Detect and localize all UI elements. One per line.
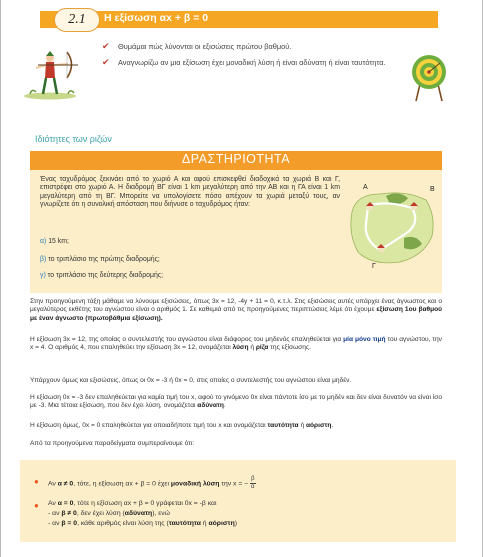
option-letter: α) xyxy=(40,238,47,245)
paragraph-unique-solution: Η εξίσωση 3x = 12, της οποίας ο συντελεστής του αγνώστου είναι διάφορος του μηδενός επαληθεύεται για μία μόνο τιμή του αγνώστου, την x = 4. Ο αριθμός 4, που επαληθεύει την εξίσωση 3x = 12, ονομάζεται λύση ή ρίζα της εξίσωσης. xyxy=(30,336,442,352)
option-text: το τριπλάσιο της πρώτης διαδρομής; xyxy=(48,256,160,263)
activity-option xyxy=(40,272,163,279)
checkmark-icon: ✔ xyxy=(102,57,110,67)
option-text: 15 km; xyxy=(48,238,69,245)
paragraph-impossible: Η εξίσωση 0x = -3 δεν επαληθεύεται για καμία τιμή του x, αφού το γινόμενο 0x είναι πάντοτε ίσο με το μηδέν και δεν είναι δυνατόν να είναι ίσο με -3. Μια τέτοια εξίσωση, που δεν έχει λύση, ονομάζεται αδύνατη. xyxy=(30,394,442,410)
map-label-g: Γ xyxy=(372,263,376,270)
option-letter: β) xyxy=(40,256,47,263)
activity-option xyxy=(40,256,160,263)
option-letter: γ) xyxy=(40,272,46,279)
activity-text: Ένας ταχυδρόμος ξεκινάει από το χωριό Α και αφού επισκεφθεί διαδοχικά τα χωριά Β και Γ, επιστρέφει στο χωριό Α. Η διαδρομή ΒΓ είναι 1 km μεγαλύτερη από την ΑΒ και η ΓΑ είναι 1 km μεγαλύτερη από τη ΒΓ. Μπορείτε να υπολογίσετε πόσο απέχουν τα χωριά μεταξύ τους, αν γνωρίζετε ότι η συνολική απόσταση που διήνυσε ο ταχυδρόμος ήταν: xyxy=(40,176,340,209)
map-label-b: Β xyxy=(430,186,435,193)
paragraph-conclusion-intro: Από τα προηγούμενα παραδείγματα συμπεραίνουμε ότι: xyxy=(30,440,195,447)
paragraph-first-degree: Στην προηγούμενη τάξη μάθαμε να λύνουμε εξισώσεις, όπως 3x = 12, -4y + 11 = 0, κ.τ.λ. Στις εξισώσεις αυτές υπάρχει ένας άγνωστος και ο μεγαλύτερος εκθέτης του αγνώστου είναι ο αριθμός 1. Σε καθεμιά από τις προηγούμενες περιπτώσεις λέμε ότι έχουμε εξίσωση 1ου βαθμού με έναν άγνωστο (πρωτοβάθμια εξίσωση). xyxy=(30,298,442,322)
checkmark-icon: ✔ xyxy=(102,41,110,51)
summary-rule-impossible: - αν β ≠ 0, δεν έχει λύση (αδύνατη), ενώ xyxy=(48,510,170,517)
map-label-a: Α xyxy=(363,184,368,191)
fraction-beta-over-alpha: $\frac{\beta}{\alpha}$ xyxy=(251,476,255,490)
target-illustration xyxy=(410,52,448,102)
summary-rule-nonzero: Αν α ≠ 0, τότε, η εξίσωση αx + β = 0 έχει μοναδική λύση την x = − $\frac{\beta}{\alpha}$ xyxy=(48,476,255,490)
archer-illustration xyxy=(20,48,82,100)
option-text: το τριπλάσιο της δεύτερης διαδρομής; xyxy=(47,272,164,279)
activity-option xyxy=(40,238,69,245)
goal-text: Θυμάμαι πώς λύνονται οι εξισώσεις πρώτου βαθμού. xyxy=(118,42,292,51)
bullet-icon: ● xyxy=(34,501,39,510)
activity-title: ΔΡΑΣΤΗΡΙΟΤΗΤΑ xyxy=(181,152,291,166)
goal-item xyxy=(102,41,403,52)
bullet-icon: ● xyxy=(34,477,39,486)
section-title: Η εξίσωση αx + β = 0 xyxy=(104,12,209,24)
goal-text: Αναγνωρίζω αν μια εξίσωση έχει μοναδική λύση ή είναι αδύνατη ή είναι ταυτότητα. xyxy=(118,58,386,67)
goal-item xyxy=(102,57,403,68)
summary-rule-identity: - αν β = 0, κάθε αριθμός είναι λύση της (ταυτότητα ή αόριστη) xyxy=(48,520,237,527)
summary-rule-zero: Αν α = 0, τότε η εξίσωση αx + β = 0 γράφεται 0x = -β και xyxy=(48,500,217,507)
section-number-badge: 2.1 xyxy=(54,8,100,32)
subheading: Ιδιότητες των ριζών xyxy=(35,134,112,144)
paragraph-identity: Η εξίσωση όμως, 0x = 0 επαληθεύεται για οποιαδήποτε τιμή του x και ονομάζεται ταυτότητα ή αόριστη. xyxy=(30,422,334,429)
villages-map-illustration xyxy=(346,182,438,268)
paragraph-zero-coefficient: Υπάρχουν όμως και εξισώσεις, όπως οι 0x = -3 ή 0x = 0, στις οποίες ο συντελεστής του αγνώστου είναι μηδέν. xyxy=(30,377,352,384)
